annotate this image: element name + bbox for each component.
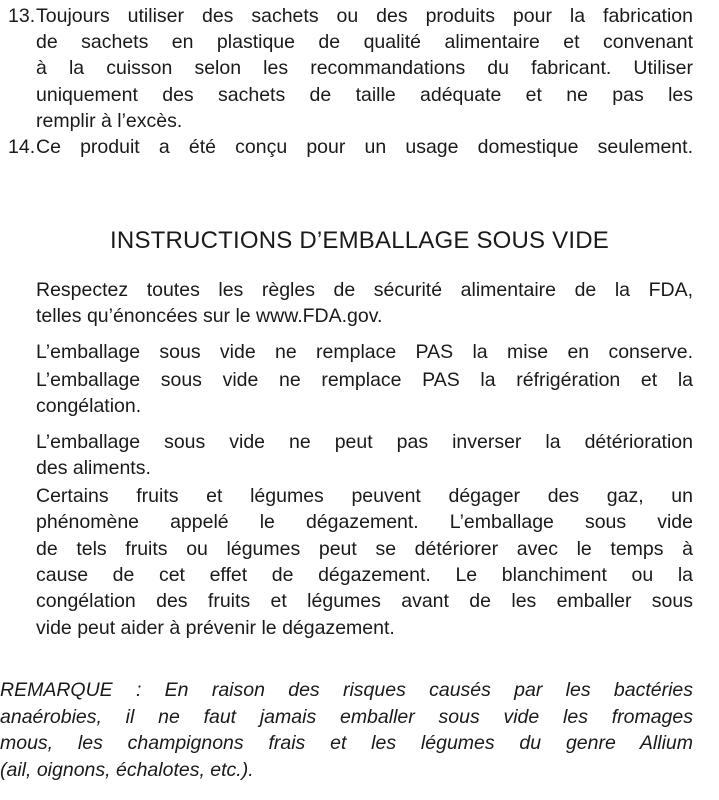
list-item-number: 14.: [8, 136, 36, 158]
paragraph-line: phénomène appelé le dégazement. L’emballage sous vide: [36, 511, 693, 534]
list-item-text-line: uniquement des sachets de taille adéquate et ne pas les: [36, 83, 693, 106]
paragraph-line: congélation.: [36, 395, 142, 418]
note-line: REMARQUE : En raison des risques causés par les bactéries: [0, 679, 693, 701]
note-line: anaérobies, il ne faut jamais emballer sous vide les fromages: [0, 705, 693, 728]
paragraph-line: congélation des fruits et légumes avant de les emballer sous: [36, 590, 693, 613]
note-line: mous, les champignons frais et les légumes du genre Allium: [0, 732, 693, 754]
section-heading: INSTRUCTIONS D’EMBALLAGE SOUS VIDE: [110, 227, 609, 254]
paragraph-line: L’emballage sous vide ne peut pas inverser la détérioration: [36, 431, 693, 453]
list-item-number: 13.: [8, 5, 36, 27]
paragraph-line: de tels fruits ou légumes peut se détériorer avec le temps à: [36, 537, 693, 560]
paragraph-line: telles qu’énoncées sur le www.FDA.gov.: [36, 305, 383, 328]
list-item-text-line: à la cuisson selon les recommandations du fabricant. Utiliser: [36, 57, 693, 80]
list-item-text-line: remplir à l’excès.: [36, 109, 183, 132]
note-line: (ail, oignons, échalotes, etc.).: [0, 758, 254, 781]
paragraph-line: cause de cet effet de dégazement. Le blanchiment ou la: [36, 563, 693, 586]
paragraph-line: L’emballage sous vide ne remplace PAS la mise en conserve.: [36, 341, 693, 363]
list-item-text-line: Toujours utiliser des sachets ou des produits pour la fabrication: [36, 5, 693, 27]
paragraph-line: des aliments.: [36, 457, 151, 480]
list-item-text-line: de sachets en plastique de qualité alimentaire et convenant: [36, 31, 693, 54]
paragraph-line: Certains fruits et légumes peuvent dégager des gaz, un: [36, 485, 693, 507]
paragraph-line: vide peut aider à prévenir le dégazement.: [36, 616, 395, 639]
paragraph-line: L’emballage sous vide ne remplace PAS la réfrigération et la: [36, 369, 693, 391]
list-item-text-line: Ce produit a été conçu pour un usage domestique seulement.: [36, 136, 693, 158]
paragraph-line: Respectez toutes les règles de sécurité alimentaire de la FDA,: [36, 279, 693, 301]
